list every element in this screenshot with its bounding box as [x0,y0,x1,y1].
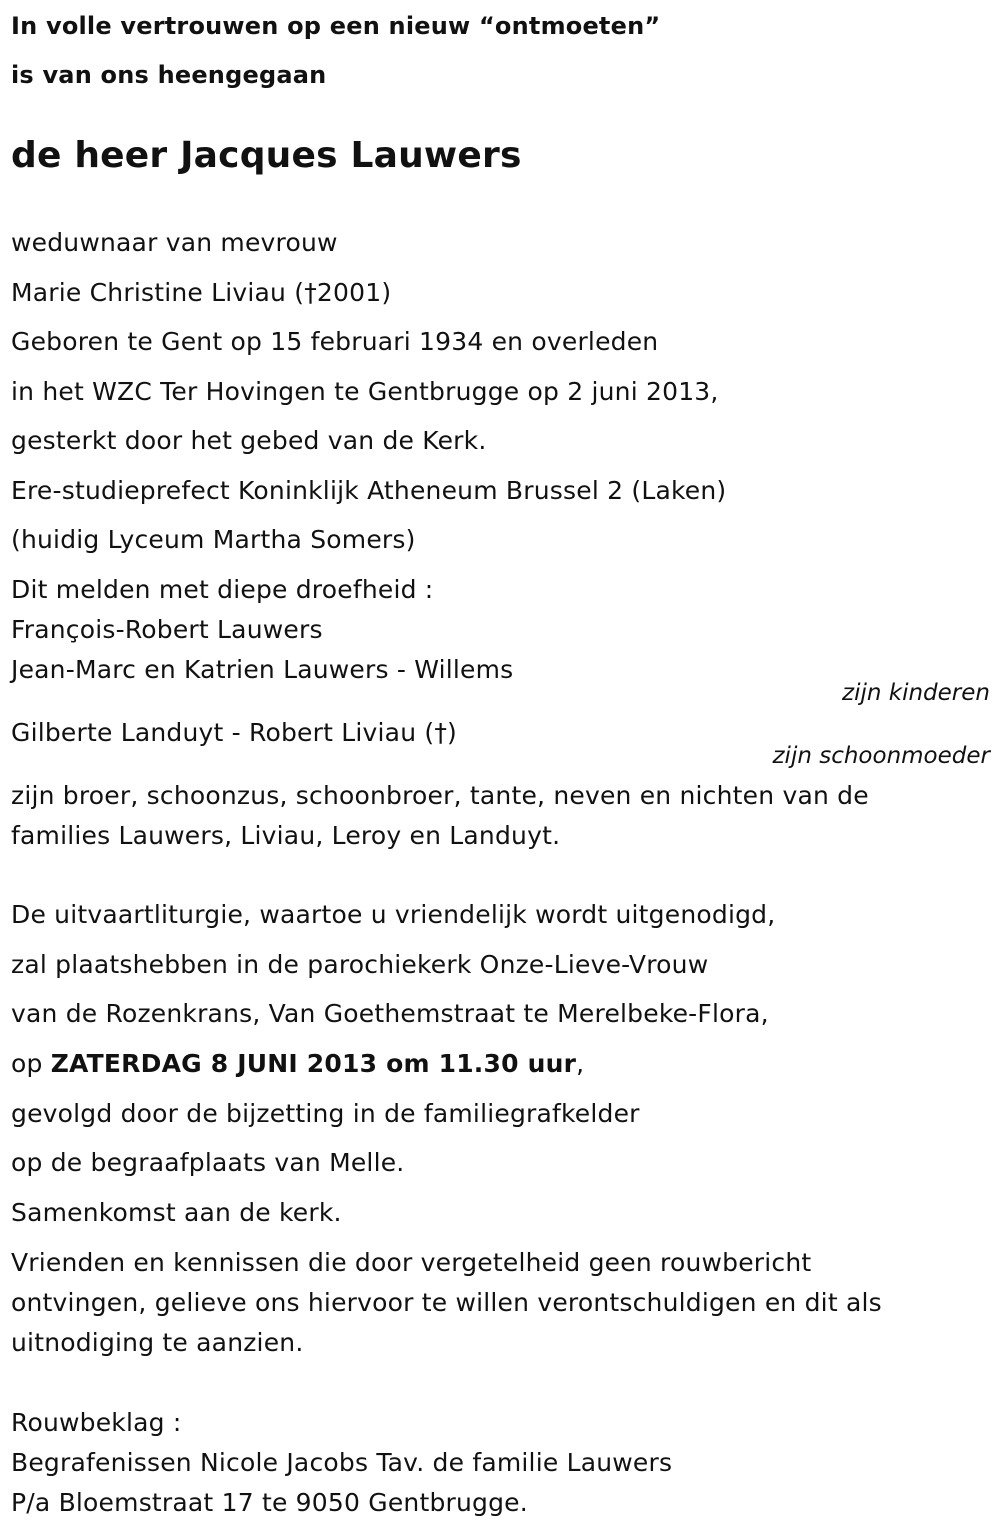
funeral-line-5: gevolgd door de bijzetting in de familiegrafkelder [11,1099,640,1128]
died-line: in het WZC Ter Hovingen te Gentbrugge op 2 juni 2013, [11,377,719,406]
funeral-line-2: zal plaatshebben in de parochiekerk Onze-Lieve-Vrouw [11,950,709,979]
church-line: gesterkt door het gebed van de Kerk. [11,426,487,455]
born-line: Geboren te Gent op 15 februari 1934 en overleden [11,327,659,356]
funeral-line-3: van de Rozenkrans, Van Goethemstraat te Merelbeke-Flora, [11,999,769,1028]
funeral-date-prefix: op [11,1049,51,1078]
note-line-3: uitnodiging te aanzien. [11,1328,304,1357]
career-line: Ere-studieprefect Koninklijk Atheneum Brussel 2 (Laken) [11,476,727,505]
funeral-line-7: Samenkomst aan de kerk. [11,1198,342,1227]
condolences-label: Rouwbeklag : [11,1408,182,1437]
funeral-date: ZATERDAG 8 JUNI 2013 om 11.30 uur [50,1049,577,1078]
deceased-name: de heer Jacques Lauwers [11,135,522,176]
relatives-line-2: families Lauwers, Liviau, Leroy en Landuyt. [11,821,561,850]
children-role: zijn kinderen [842,680,990,706]
child-1: François-Robert Lauwers [11,615,323,644]
school-line: (huidig Lyceum Martha Somers) [11,525,416,554]
funeral-date-line [11,1048,584,1080]
funeral-line-6: op de begraafplaats van Melle. [11,1148,405,1177]
in-law-role: zijn schoonmoeder [772,743,990,769]
relatives-line-1: zijn broer, schoonzus, schoonbroer, tante, neven en nichten van de [11,781,869,810]
note-line-2: ontvingen, gelieve ons hiervoor te willen verontschuldigen en dit als [11,1288,882,1317]
child-2: Jean-Marc en Katrien Lauwers - Willems [11,655,514,684]
in-law-line: Gilberte Landuyt - Robert Liviau (†) [11,718,457,747]
spouse-line: Marie Christine Liviau (†2001) [11,278,392,307]
intro-line-2: is van ons heengegaan [11,61,327,89]
intro-line-1: In volle vertrouwen op een nieuw “ontmoeten” [11,12,661,40]
funeral-line-1: De uitvaartliturgie, waartoe u vriendelijk wordt uitgenodigd, [11,900,776,929]
note-line-1: Vrienden en kennissen die door vergetelheid geen rouwbericht [11,1248,812,1277]
widower-line: weduwnaar van mevrouw [11,228,338,257]
announce-line: Dit melden met diepe droefheid : [11,575,434,604]
condolences-line-2: P/a Bloemstraat 17 te 9050 Gentbrugge. [11,1488,528,1517]
condolences-line-1: Begrafenissen Nicole Jacobs Tav. de familie Lauwers [11,1448,673,1477]
funeral-date-suffix: , [576,1049,585,1078]
